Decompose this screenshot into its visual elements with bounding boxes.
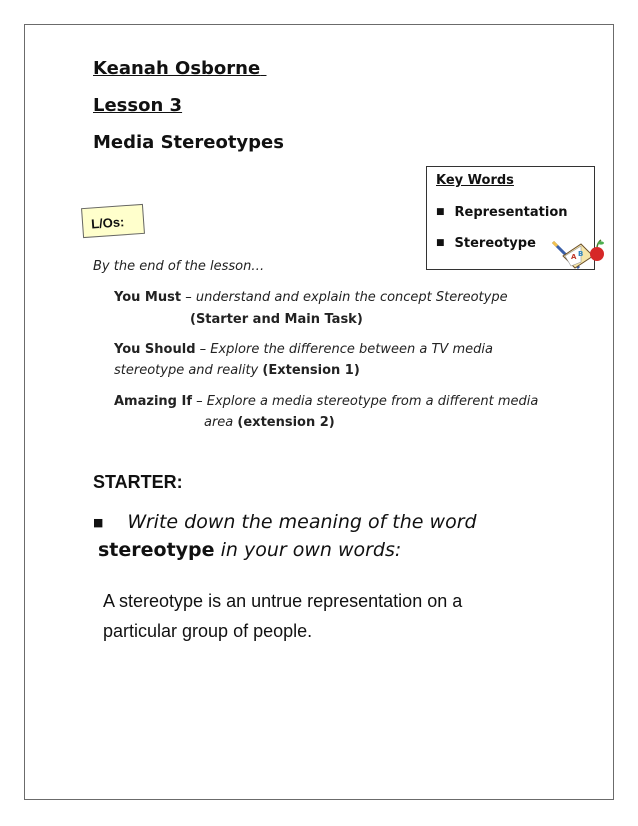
book-apple-pencil-icon	[551, 234, 607, 274]
objective-amazing-text: Explore a media stereotype from a different media	[206, 394, 539, 409]
intro-text: By the end of the lesson…	[93, 259, 265, 274]
key-word-item: ■ Representation	[436, 205, 568, 220]
starter-answer-line1: A stereotype is an untrue representation on a	[103, 591, 463, 611]
starter-answer-line2: particular group of people.	[103, 621, 313, 641]
objective-amazing: Amazing If – Explore a media stereotype from a different media	[114, 394, 539, 409]
starter-task-line1: ■ Write down the meaning of the word	[93, 511, 477, 533]
lesson-number: Lesson 3	[93, 95, 183, 116]
learning-objectives-label: L/Os:	[81, 204, 145, 238]
objective-must: You Must – understand and explain the concept Stereotype	[114, 290, 508, 305]
square-bullet-icon: ■	[436, 238, 445, 248]
objective-must-label: You Must	[114, 290, 182, 305]
svg-text:B: B	[578, 250, 584, 258]
objective-must-note: (Starter and Main Task)	[190, 312, 363, 327]
objective-should-note: (Extension 1)	[262, 363, 360, 378]
starter-answer	[103, 586, 462, 646]
key-words-title: Key Words	[436, 173, 514, 188]
objective-amazing-label: Amazing If	[114, 394, 192, 409]
lesson-title: Media Stereotypes	[93, 132, 284, 153]
objective-should-label: You Should	[114, 342, 196, 357]
objective-amazing-line2: area (extension 2)	[204, 415, 335, 430]
objective-should-text: Explore the difference between a TV media	[210, 342, 493, 357]
starter-task-keyword: stereotype	[98, 539, 215, 561]
objective-should: You Should – Explore the difference between a TV media	[114, 342, 493, 357]
svg-text:A: A	[571, 253, 577, 261]
square-bullet-icon: ■	[93, 516, 104, 529]
objective-should-line2: stereotype and reality (Extension 1)	[114, 363, 360, 378]
starter-task-line2: stereotype in your own words:	[98, 539, 402, 561]
square-bullet-icon: ■	[436, 207, 445, 217]
student-name: Keanah Osborne	[93, 58, 261, 79]
objective-amazing-note: (extension 2)	[237, 415, 335, 430]
key-word-item: ■ Stereotype	[436, 236, 536, 251]
objective-must-text: understand and explain the concept Stereotype	[195, 290, 508, 305]
starter-heading: STARTER:	[93, 472, 183, 492]
